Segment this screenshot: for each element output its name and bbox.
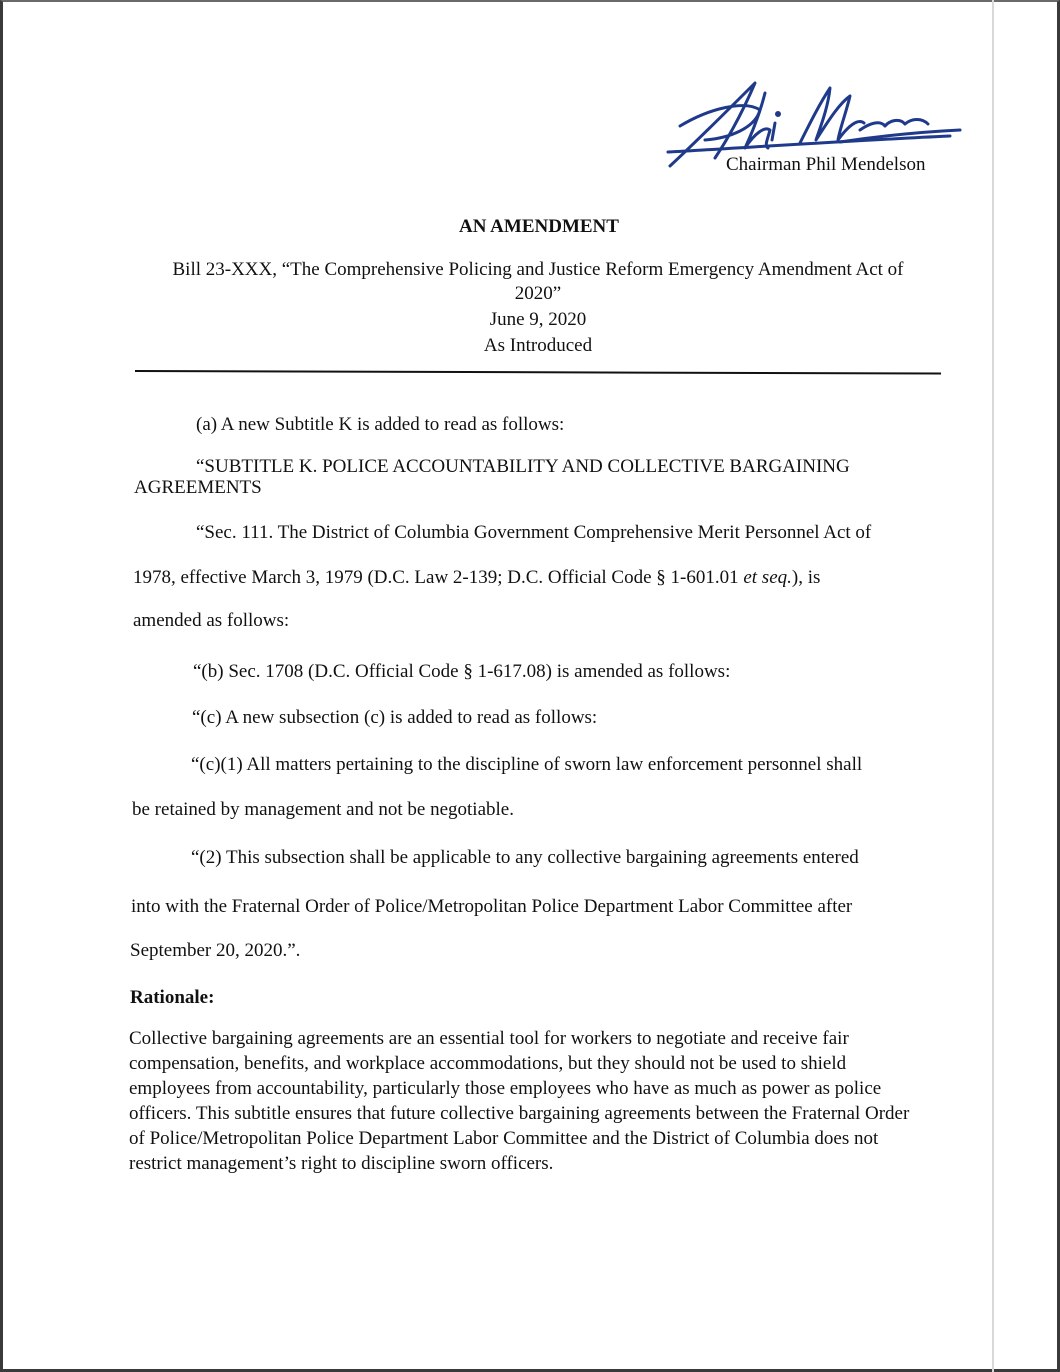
signature-block [660, 78, 970, 188]
signer-name: Chairman Phil Mendelson [726, 154, 926, 175]
subsection-c-line: “(c) A new subsection (c) is added to read as follows: [192, 707, 598, 728]
bill-title-line-1: Bill 23-XXX, “The Comprehensive Policing and Justice Reform Emergency Amendment Act of [172, 259, 904, 280]
body-line-a: (a) A new Subtitle K is added to read as follows: [196, 414, 565, 435]
bill-title-line-2: 2020” [514, 283, 562, 304]
clause-2-line-1: “(2) This subsection shall be applicable to any collective bargaining agreements entered [191, 847, 859, 868]
rationale-heading: Rationale: [130, 987, 215, 1008]
document-status: As Introduced [483, 335, 593, 356]
subsection-b-line: “(b) Sec. 1708 (D.C. Official Code § 1-617.08) is amended as follows: [193, 661, 731, 682]
document-title: AN AMENDMENT [459, 216, 619, 237]
clause-2-line-2: into with the Fraternal Order of Police/Metropolitan Police Department Labor Committee after [131, 896, 853, 917]
section-111-line-3: amended as follows: [133, 610, 290, 631]
page-edge [992, 0, 994, 1372]
section-111-line-2: 1978, effective March 3, 1979 (D.C. Law 2-139; D.C. Official Code § 1-601.01 et seq.), is [133, 567, 821, 588]
section-111-line-1: “Sec. 111. The District of Columbia Government Comprehensive Merit Personnel Act of [196, 522, 872, 543]
clause-c1-line-1: “(c)(1) All matters pertaining to the discipline of sworn law enforcement personnel shall [191, 754, 863, 775]
rationale-paragraph: Collective bargaining agreements are an essential tool for workers to negotiate and receive fair compensation, benefits, and workplace accommodations, but they should not be used to shield employees from accountability, particularly those employees who have as much as power as police officers. This subtitle ensures that future collective bargaining agreements between the Fraternal Order of Police/Metropolitan Police Department Labor Committee and the District of Columbia does not restrict management’s right to discipline sworn officers. [129, 1028, 910, 1174]
subtitle-heading-line-2: AGREEMENTS [134, 477, 262, 498]
clause-c1-line-2: be retained by management and not be negotiable. [132, 799, 514, 820]
subtitle-heading-line-1: “SUBTITLE K. POLICE ACCOUNTABILITY AND COLLECTIVE BARGAINING [196, 456, 850, 477]
clause-2-line-3: September 20, 2020.”. [130, 940, 301, 961]
document-date: June 9, 2020 [489, 309, 587, 330]
